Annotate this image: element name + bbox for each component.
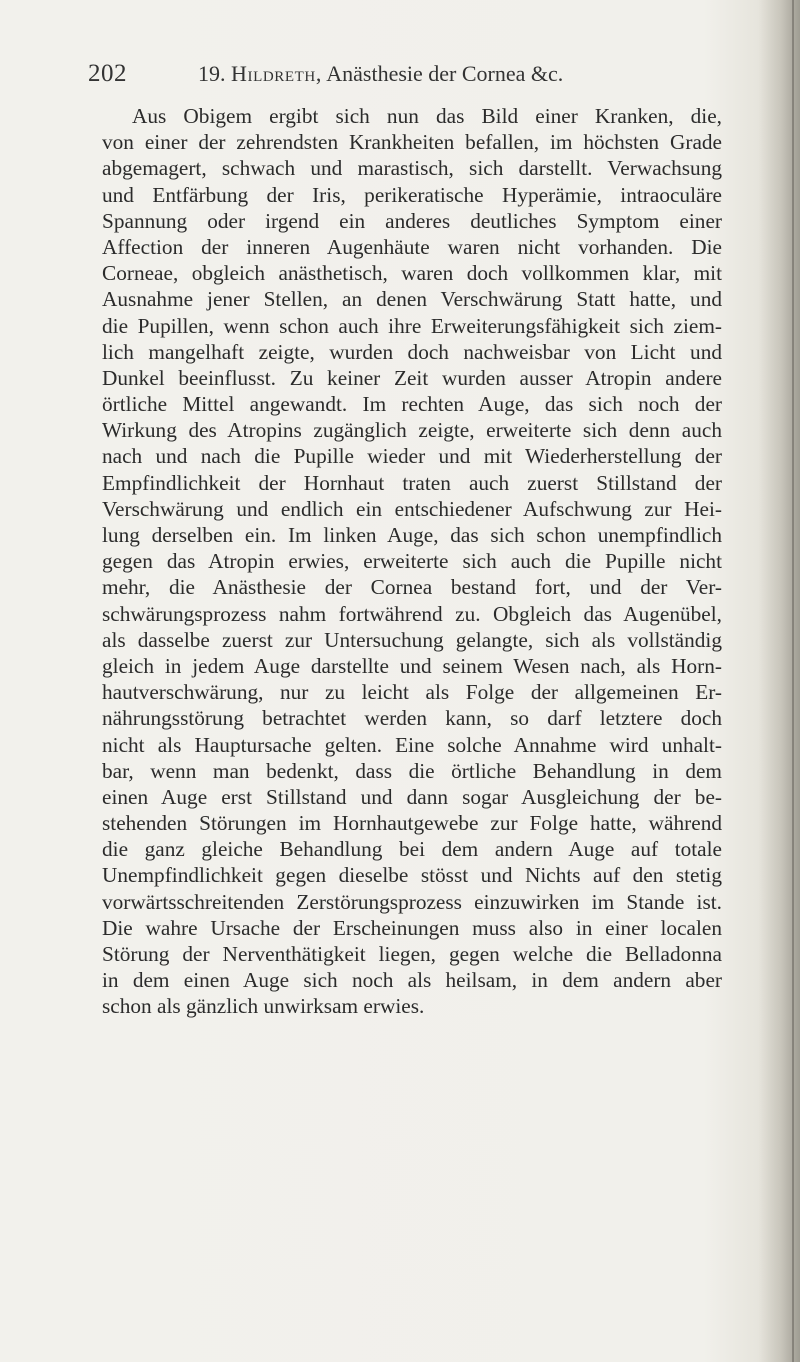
text-line: einen Auge erst Stillstand und dann sogar Ausgleichung der be- xyxy=(102,784,722,809)
text-line: Störung der Nerventhätigkeit liegen, gegen welche die Belladonna xyxy=(102,942,722,966)
text-line: als dasselbe zuerst zur Untersuchung gelangte, sich als vollständig xyxy=(102,627,722,652)
text-line: lung derselben ein. Im linken Auge, das sich schon unempfindlich xyxy=(102,523,722,547)
text-line: nach und nach die Pupille wieder und mit Wiederherstellung der xyxy=(102,444,722,469)
text-line: hautverschwärung, nur zu leicht als Folge der allgemeinen Er- xyxy=(102,680,722,705)
text-line: Dunkel beeinflusst. Zu keiner Zeit wurden ausser Atropin andere xyxy=(102,365,722,390)
text-line: stehenden Störungen im Hornhautgewebe zur Folge hatte, während xyxy=(102,811,722,836)
text-line: mehr, die Anästhesie der Cornea bestand fort, und der Ver- xyxy=(102,575,722,600)
text-line: lich mangelhaft zeigte, wurden doch nachweisbar von Licht und xyxy=(102,339,722,364)
text-line: Die wahre Ursache der Erscheinungen muss also in einer localen xyxy=(102,915,722,940)
text-line: schwärungsprozess nahm fortwährend zu. Obgleich das Augenübel, xyxy=(102,601,722,626)
text-line: Verschwärung und endlich ein entschiedener Aufschwung zur Hei- xyxy=(102,496,722,521)
text-line: in dem einen Auge sich noch als heilsam, in dem andern aber xyxy=(102,968,722,993)
text-line: gleich in jedem Auge darstellte und seinem Wesen nach, als Horn- xyxy=(102,653,722,678)
page-number: 202 xyxy=(88,60,127,87)
text-line: Corneae, obgleich anästhetisch, waren doch vollkommen klar, mit xyxy=(102,261,722,286)
text-line: bar, wenn man bedenkt, dass die örtliche Behandlung in dem xyxy=(102,758,722,783)
text-line: von einer der zehrendsten Krankheiten befallen, im höchsten Grade xyxy=(102,130,722,155)
text-line: Unempfindlichkeit gegen dieselbe stösst und Nichts auf den stetig xyxy=(102,863,722,888)
page-edge-line xyxy=(792,0,794,1362)
text-line: Empfindlichkeit der Hornhaut traten auch zuerst Stillstand der xyxy=(102,470,722,495)
text-line: abgemagert, schwach und marastisch, sich darstellt. Verwachsung xyxy=(102,156,722,181)
text-line: die Pupillen, wenn schon auch ihre Erweiterungsfähigkeit sich ziem- xyxy=(102,313,722,338)
text-line: nährungsstörung betrachtet werden kann, so darf letztere doch xyxy=(102,706,722,731)
author-name: Hildreth, xyxy=(231,61,322,86)
body-paragraph xyxy=(102,103,722,1020)
text-line: schon als gänzlich unwirksam erwies. xyxy=(102,994,425,1019)
text-line: örtliche Mittel angewandt. Im rechten Auge, das sich noch der xyxy=(102,392,722,417)
text-line: die ganz gleiche Behandlung bei dem andern Auge auf totale xyxy=(102,837,722,862)
text-line: gegen das Atropin erwies, erweiterte sich auch die Pupille nicht xyxy=(102,549,722,574)
text-line: Spannung oder irgend ein anderes deutliches Symptom einer xyxy=(102,208,722,233)
text-line: nicht als Hauptursache gelten. Eine solche Annahme wird unhalt- xyxy=(102,732,722,757)
text-line: Wirkung des Atropins zugänglich zeigte, erweiterte sich denn auch xyxy=(102,418,722,443)
text-line: vorwärtsschreitenden Zerstörungsprozess einzuwirken im Stande ist. xyxy=(102,889,722,914)
running-head xyxy=(198,61,563,87)
page-header xyxy=(88,60,708,96)
article-number: 19. xyxy=(198,61,226,86)
text-line: und Entfärbung der Iris, perikeratische Hyperämie, intraoculäre xyxy=(102,182,722,207)
text-line: Ausnahme jener Stellen, an denen Verschwärung Statt hatte, und xyxy=(102,287,722,312)
text-line: Affection der inneren Augenhäute waren nicht vorhanden. Die xyxy=(102,234,722,259)
article-title: Anästhesie der Cornea &c. xyxy=(326,61,564,86)
text-line: Aus Obigem ergibt sich nun das Bild einer Kranken, die, xyxy=(132,104,722,128)
